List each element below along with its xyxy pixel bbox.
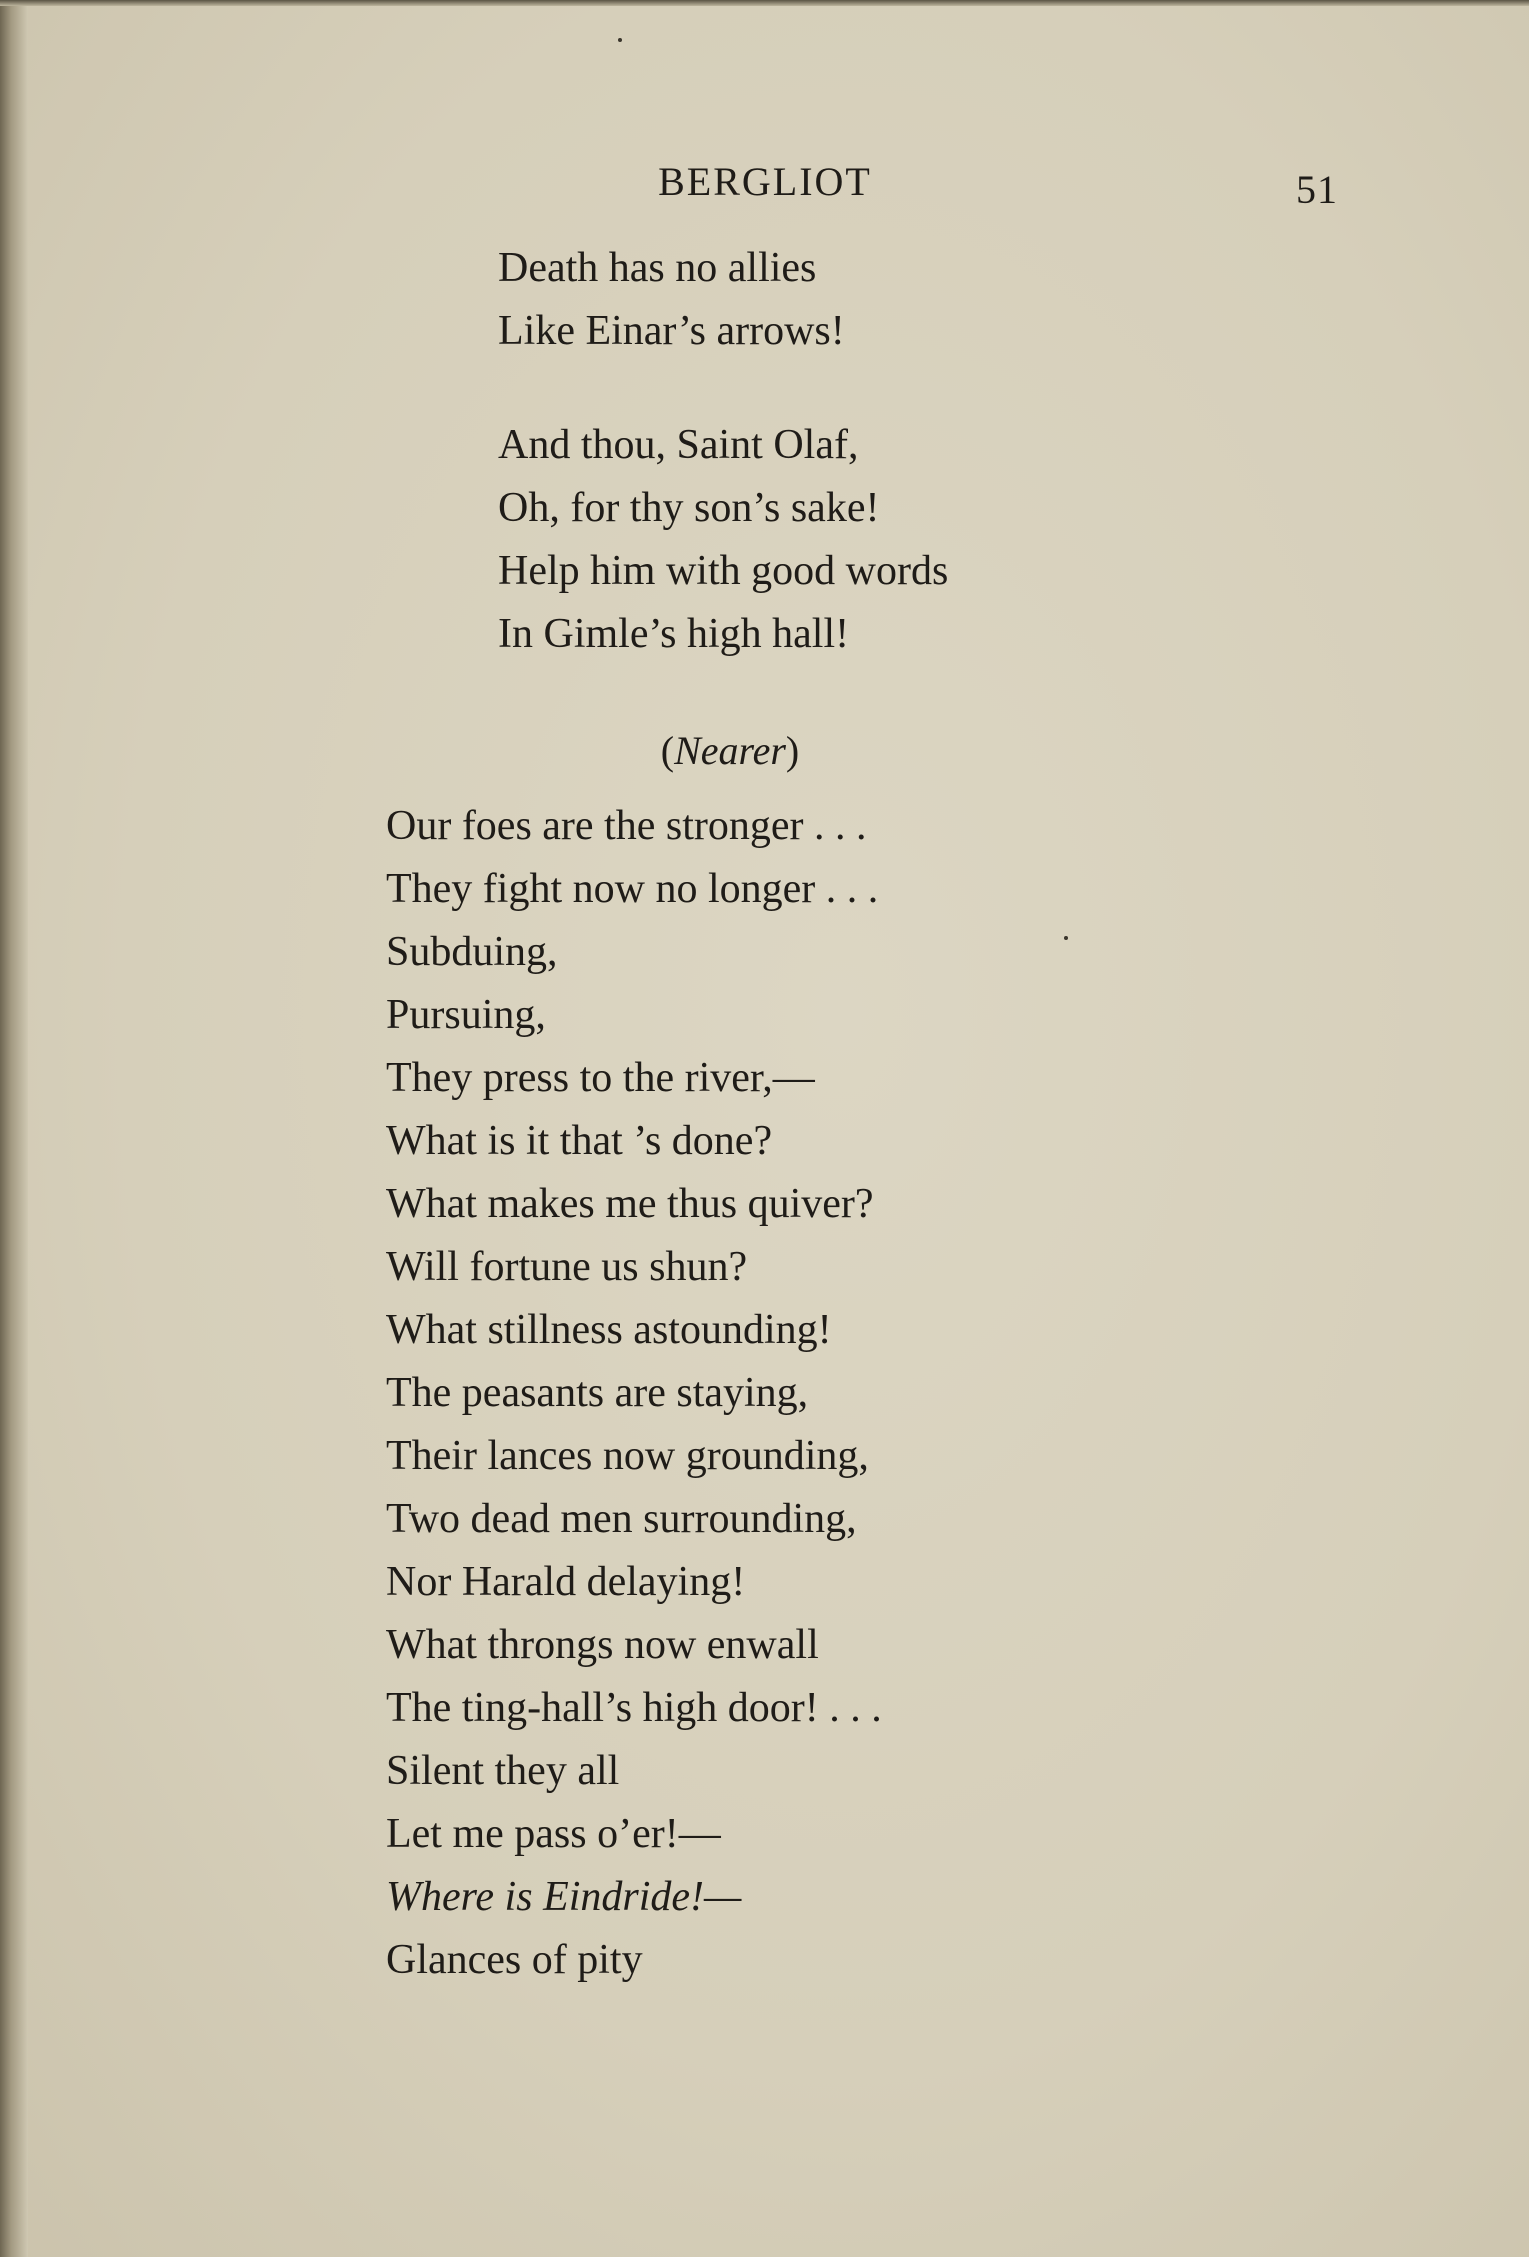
verse-line: Oh, for thy son’s sake! [498, 485, 880, 531]
verse-line: Let me pass o’er!— [386, 1811, 721, 1857]
verse-line: Silent they all [386, 1748, 620, 1794]
page-number: 51 [1296, 167, 1338, 212]
verse-line: The peasants are staying, [386, 1370, 809, 1416]
verse-line: Like Einar’s arrows! [498, 308, 845, 354]
paper-speck [1064, 936, 1068, 940]
page-top-edge [0, 0, 1529, 6]
verse-line: They fight now no longer . . . [386, 866, 879, 912]
stage-direction-text: Nearer [674, 728, 786, 773]
verse-line: And thou, Saint Olaf, [498, 422, 859, 468]
stage-direction [600, 725, 860, 777]
verse-line: What makes me thus quiver? [386, 1181, 874, 1227]
running-head: BERGLIOT [658, 159, 872, 204]
verse-line: Will fortune us shun? [386, 1244, 748, 1290]
stanza-2 [498, 414, 948, 666]
verse-line: Glances of pity [386, 1937, 643, 1983]
verse-line: What is it that ’s done? [386, 1118, 773, 1164]
paper-speck [618, 38, 622, 42]
verse-line: Death has no allies [498, 245, 817, 291]
stanza-3 [386, 795, 882, 1992]
verse-line-italic: Where is Eindride!— [386, 1874, 742, 1920]
stage-direction-close-paren: ) [785, 728, 800, 773]
verse-line: They press to the river,— [386, 1055, 815, 1101]
verse-line: Two dead men surrounding, [386, 1496, 857, 1542]
verse-line: Nor Harald delaying! [386, 1559, 746, 1605]
verse-line: What throngs now enwall [386, 1622, 819, 1668]
verse-line: Pursuing, [386, 992, 546, 1038]
verse-line: Help him with good words [498, 548, 949, 594]
verse-line: The ting-hall’s high door! . . . [386, 1685, 882, 1731]
stage-direction-open-paren: ( [660, 728, 675, 773]
verse-line: What stillness astounding! [386, 1307, 832, 1353]
page-binding-shadow [0, 0, 28, 2257]
verse-line: Our foes are the stronger . . . [386, 803, 867, 849]
verse-line: Subduing, [386, 929, 558, 975]
verse-line: In Gimle’s high hall! [498, 611, 850, 657]
verse-line: Their lances now grounding, [386, 1433, 869, 1479]
stanza-1 [498, 237, 845, 363]
